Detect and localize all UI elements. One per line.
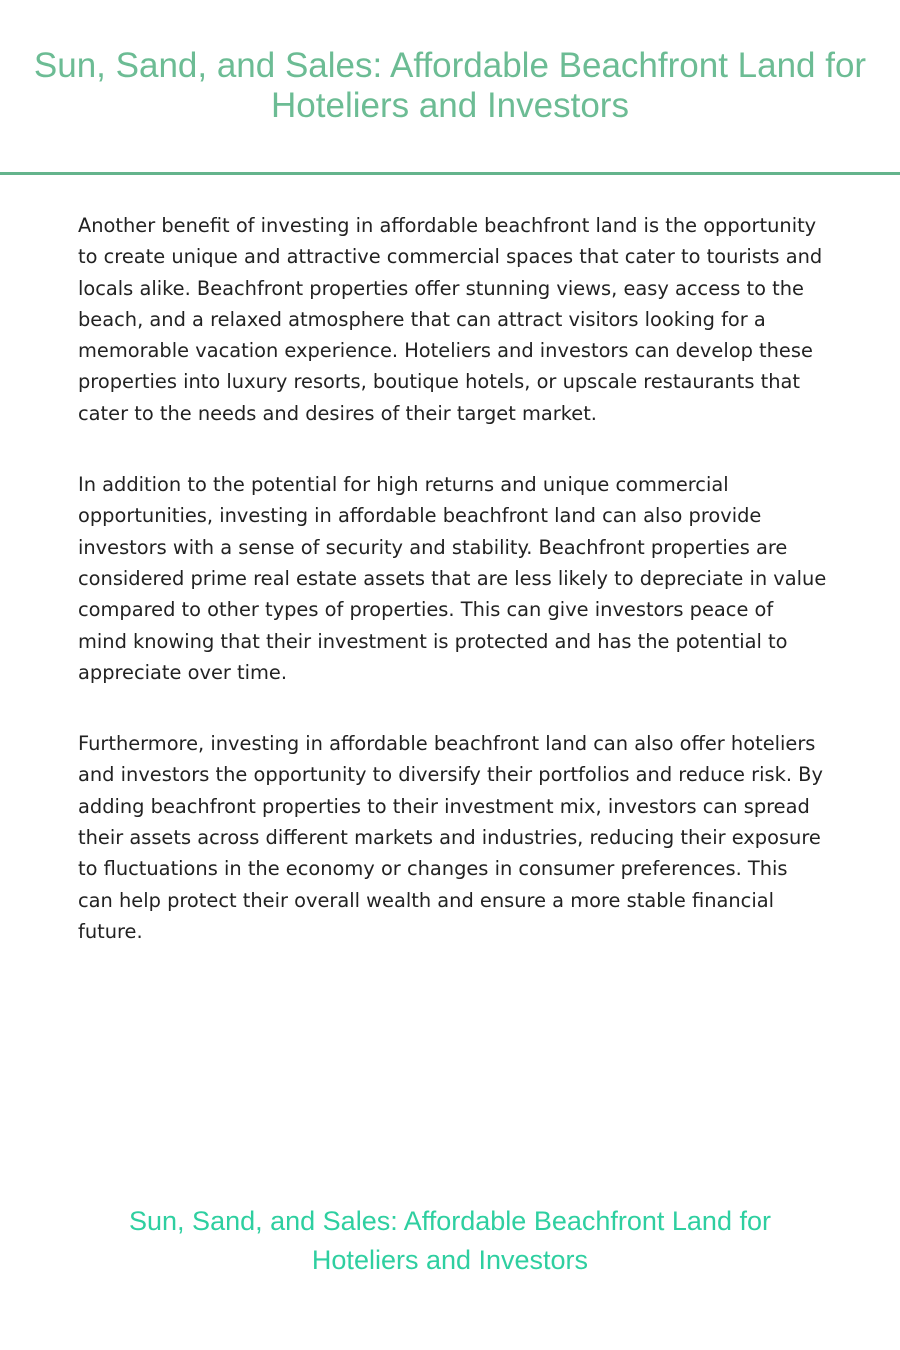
paragraph-2: In addition to the potential for high returns and unique commercial opportunities, investing in affordable beachfront land can also provide investors with a sense of security and stability. Beachfront properties are considered prime real estate assets that are less likely to depreciate in value compared to other types of properties. This can give investors peace of mind knowing that their investment is protected and has the potential to appreciate over time. (78, 473, 827, 684)
paragraph-1: Another benefit of investing in affordable beachfront land is the opportunity to create unique and attractive commercial spaces that cater to tourists and locals alike. Beachfront properties offer stunning views, easy access to the beach, and a relaxed atmosphere that can attract visitors looking for a memorable vacation experience. Hoteliers and investors can develop these properties into luxury resorts, boutique hotels, or upscale restaurants that cater to the needs and desires of their target market. (78, 214, 823, 425)
footer-title: Sun, Sand, and Sales: Affordable Beachfront Land for Hoteliers and Investors (129, 1206, 771, 1275)
article-body (78, 210, 828, 987)
page-title: Sun, Sand, and Sales: Affordable Beachfront Land for Hoteliers and Investors (33, 46, 867, 125)
page-header (0, 0, 900, 175)
paragraph-3: Furthermore, investing in affordable beachfront land can also offer hoteliers and investors the opportunity to diversify their portfolios and reduce risk. By adding beachfront properties to their investment mix, investors can spread their assets across different markets and industries, reducing their exposure to fluctuations in the economy or changes in consumer preferences. This can help protect their overall wealth and ensure a more stable financial future. (78, 732, 823, 943)
